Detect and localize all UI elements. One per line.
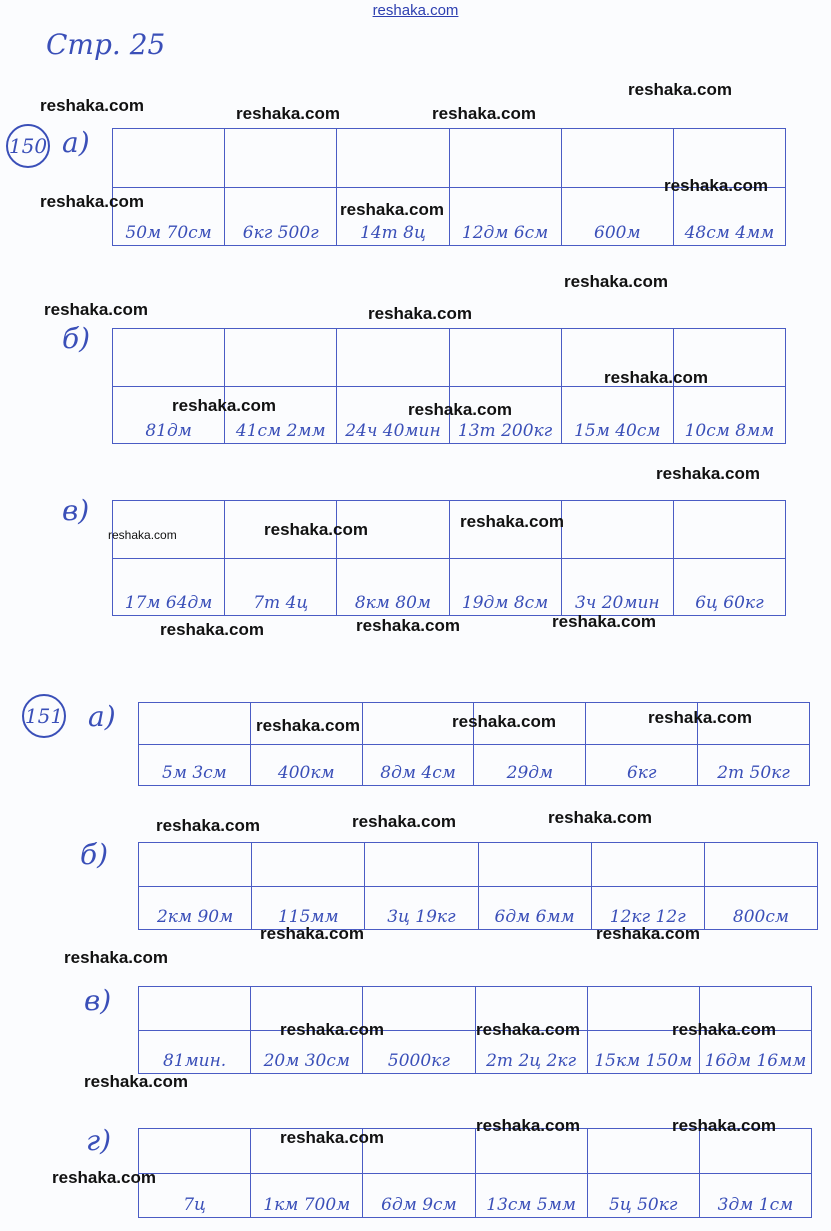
watermark: reshaka.com: [44, 300, 148, 319]
watermark: reshaka.com: [648, 708, 752, 727]
watermark: reshaka.com: [552, 612, 656, 631]
answer-cell: 48см 4мм: [684, 223, 775, 243]
watermark: reshaka.com: [352, 812, 456, 831]
watermark: reshaka.com: [236, 104, 340, 123]
watermark: reshaka.com: [452, 712, 556, 731]
watermark: reshaka.com: [432, 104, 536, 123]
answer-cell: 6кг: [586, 745, 698, 786]
watermark: reshaka.com: [368, 304, 472, 323]
answer-cell: 15км 150м: [588, 1031, 700, 1074]
answer-cell: 29дм: [474, 745, 586, 786]
answer-cell: 8км 80м: [337, 559, 449, 616]
watermark: reshaka.com: [172, 396, 276, 415]
answer-cell: 20м 30см: [251, 1031, 363, 1074]
watermark: reshaka.com: [156, 816, 260, 835]
answer-cell: 1км 700м: [251, 1174, 363, 1218]
answer-cell: 7ц: [139, 1174, 251, 1218]
answer-cell: 6кг 500г: [225, 188, 337, 246]
watermark: reshaka.com: [408, 400, 512, 419]
answer-cell: 13т 200кг: [450, 387, 562, 444]
watermark: reshaka.com: [356, 616, 460, 635]
answer-cell: 115мм: [252, 887, 365, 930]
answer-cell: 14т 8ц: [337, 188, 449, 246]
site-header-link[interactable]: reshaka.com: [372, 2, 459, 19]
answer-cell: 400км: [251, 745, 363, 786]
watermark: reshaka.com: [476, 1020, 580, 1039]
answer-grid-151b: [138, 842, 818, 930]
watermark: reshaka.com: [64, 948, 168, 967]
answer-grid-150v: [112, 500, 786, 616]
part-letter-150a: а): [62, 126, 90, 159]
part-letter-150v: в): [62, 494, 90, 527]
page-label: Стр. 25: [46, 28, 166, 61]
watermark: reshaka.com: [280, 1128, 384, 1147]
watermark: reshaka.com: [564, 272, 668, 291]
answer-cell: 24ч 40мин: [337, 387, 449, 444]
watermark: reshaka.com: [84, 1072, 188, 1091]
answer-cell: 600м: [562, 188, 674, 246]
watermark: reshaka.com: [256, 716, 360, 735]
watermark: reshaka.com: [40, 192, 144, 211]
task-number-151: 151: [22, 694, 66, 738]
watermark: reshaka.com: [260, 924, 364, 943]
watermark: reshaka.com: [476, 1116, 580, 1135]
watermark: reshaka.com: [460, 512, 564, 531]
task-number-150: 150: [6, 124, 50, 168]
part-letter-151b: б): [80, 838, 109, 871]
answer-cell: 15м 40см: [562, 387, 674, 444]
answer-cell: 3ц 19кг: [365, 887, 478, 930]
watermark: reshaka.com: [596, 924, 700, 943]
answer-cell: 41см 2мм: [225, 387, 337, 444]
watermark: reshaka.com: [664, 176, 768, 195]
watermark: reshaka.com: [160, 620, 264, 639]
part-letter-150b: б): [62, 322, 91, 355]
answer-cell: 8дм 4см: [363, 745, 475, 786]
answer-cell: 2т 50кг: [717, 763, 790, 783]
answer-cell: 3дм 1см: [717, 1195, 794, 1215]
watermark: reshaka.com: [604, 368, 708, 387]
answer-cell: 6ц 60кг: [695, 593, 764, 613]
watermark: reshaka.com: [548, 808, 652, 827]
answer-cell: 5ц 50кг: [588, 1174, 700, 1218]
answer-cell: 6дм 6мм: [479, 887, 592, 930]
answer-cell: 5м 3см: [139, 745, 251, 786]
answer-cell: 7т 4ц: [225, 559, 337, 616]
answer-cell: 800см: [732, 907, 789, 927]
part-letter-151a: а): [88, 700, 116, 733]
watermark: reshaka.com: [672, 1020, 776, 1039]
part-letter-151g: г): [86, 1124, 112, 1157]
answer-cell: 5000кг: [363, 1031, 475, 1074]
watermark: reshaka.com: [656, 464, 760, 483]
answer-cell: 12дм 6см: [450, 188, 562, 246]
answer-cell: 81дм: [113, 387, 225, 444]
answer-cell: 12кг 12г: [592, 887, 705, 930]
watermark: reshaka.com: [40, 96, 144, 115]
answer-cell: 3ч 20мин: [562, 559, 674, 616]
watermark: reshaka.com: [340, 200, 444, 219]
watermark: reshaka.com: [108, 528, 177, 542]
answer-cell: 17м 64дм: [113, 559, 225, 616]
answer-grid-151g: [138, 1128, 812, 1218]
answer-cell: 6дм 9см: [363, 1174, 475, 1218]
answer-cell: 13см 5мм: [476, 1174, 588, 1218]
watermark: reshaka.com: [52, 1168, 156, 1187]
answer-cell: 2т 2ц 2кг: [476, 1031, 588, 1074]
watermark: reshaka.com: [264, 520, 368, 539]
answer-cell: 19дм 8см: [450, 559, 562, 616]
part-letter-151v: в): [84, 984, 112, 1017]
watermark: reshaka.com: [280, 1020, 384, 1039]
answer-cell: 16дм 16мм: [704, 1051, 807, 1071]
answer-cell: 2км 90м: [139, 887, 252, 930]
answer-cell: 81мин.: [139, 1031, 251, 1074]
answer-cell: 10см 8мм: [684, 421, 775, 441]
answer-cell: 50м 70см: [113, 188, 225, 246]
watermark: reshaka.com: [672, 1116, 776, 1135]
watermark: reshaka.com: [628, 80, 732, 99]
